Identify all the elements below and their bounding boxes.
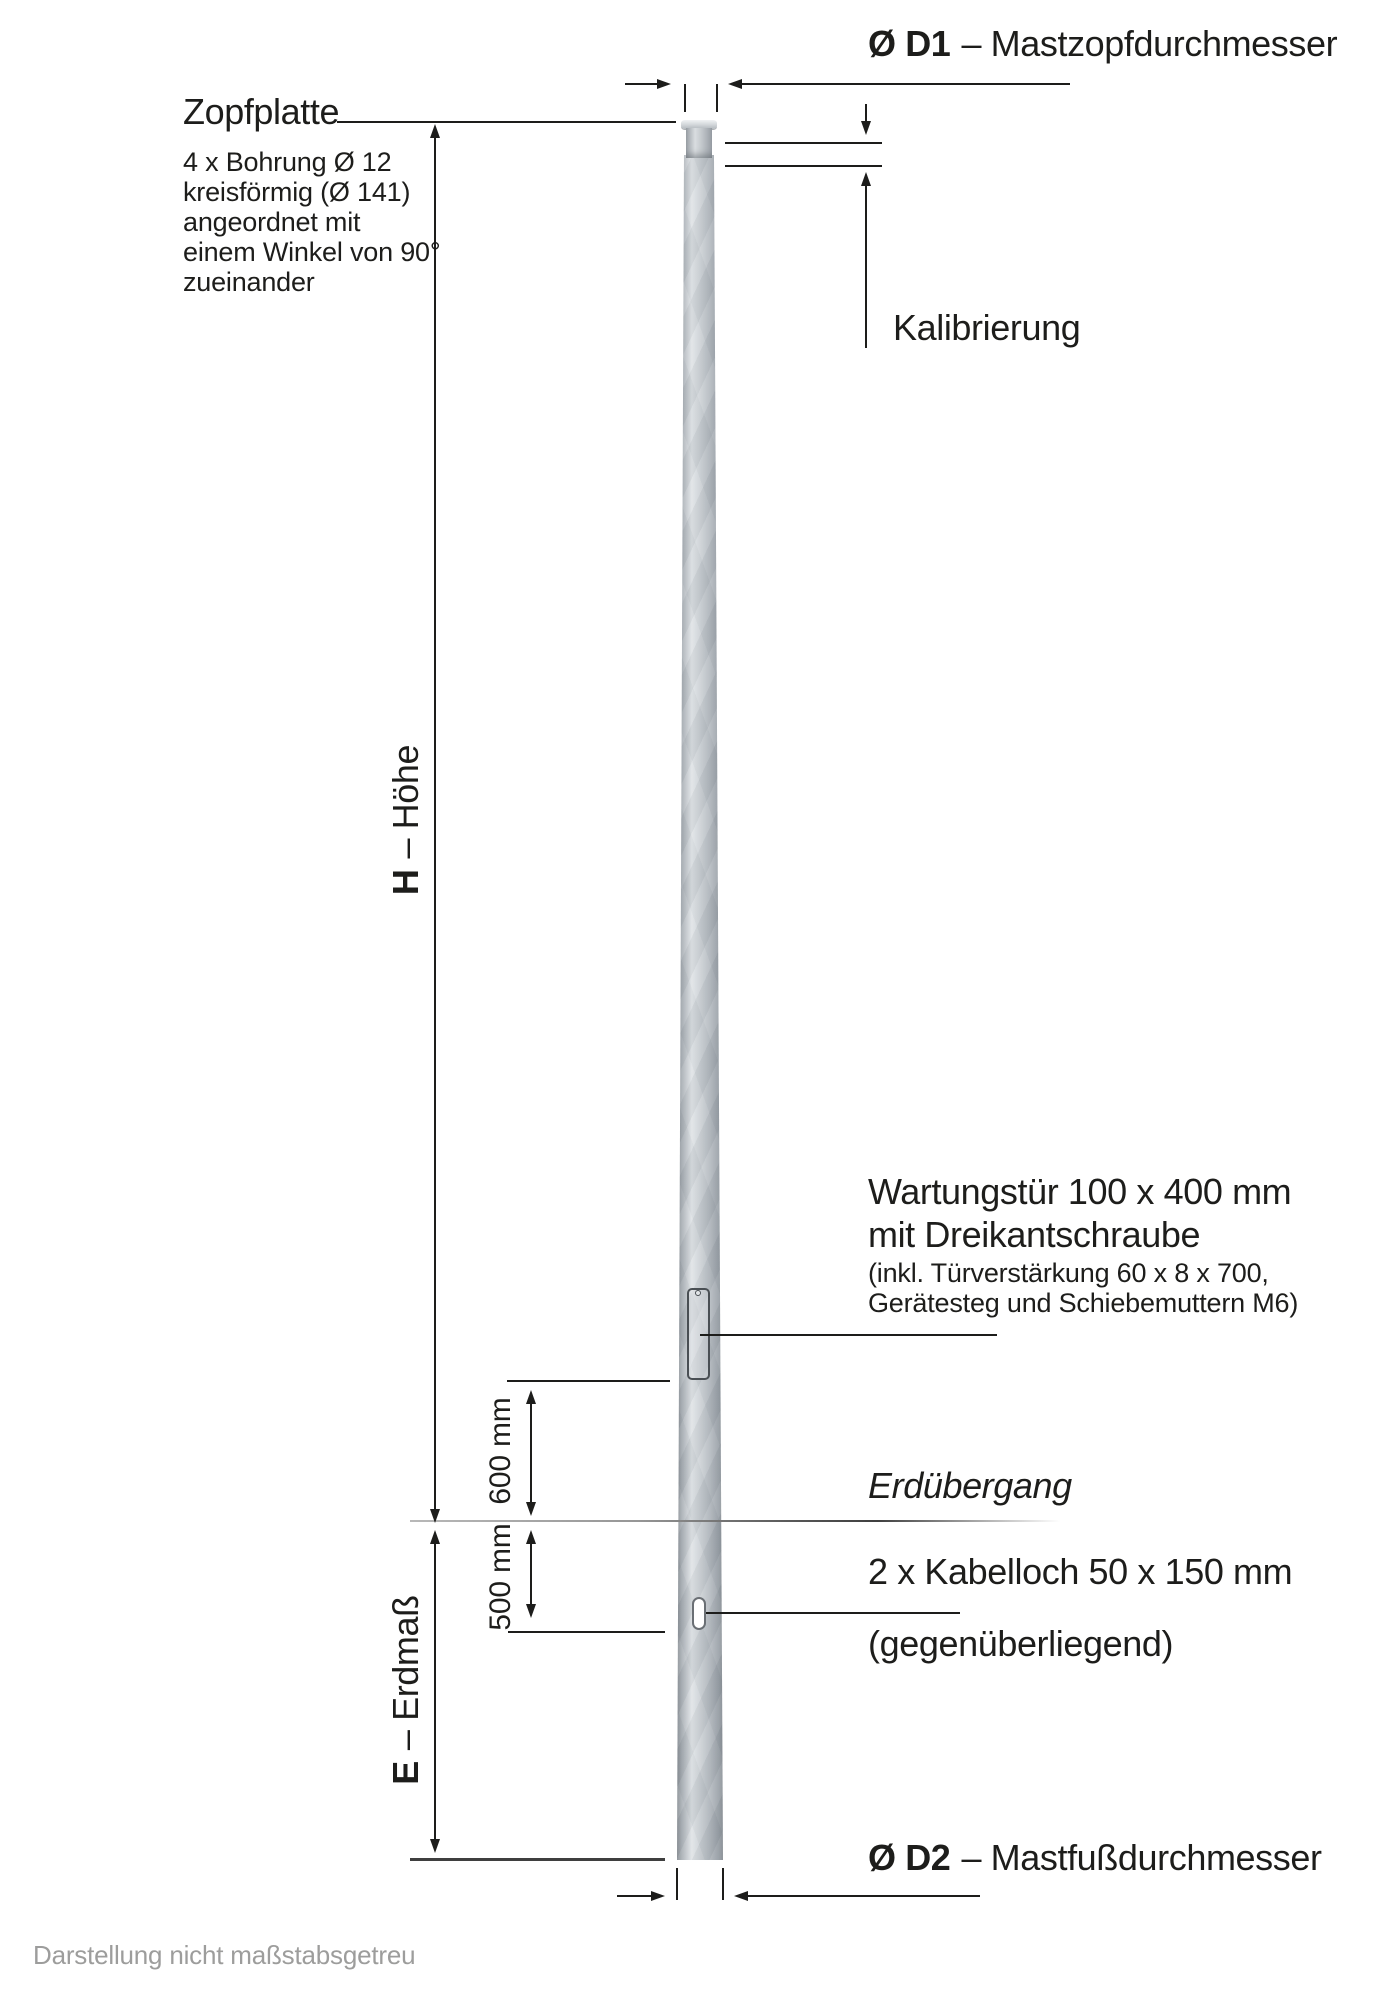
triangular-screw [695, 1290, 701, 1296]
zopfplatte-note-line: 4 x Bohrung Ø 12 [183, 147, 392, 177]
d1-arrowhead-right-icon [657, 79, 671, 89]
door-title-line-1: Wartungstür 100 x 400 mm [868, 1171, 1292, 1212]
dim500-extension-line [508, 1631, 665, 1633]
cable-hole-sublabel: (gegenüberliegend) [868, 1623, 1174, 1664]
door-note [868, 1258, 1298, 1318]
zopfplatte-leader-line [337, 121, 676, 123]
door-leader-line [700, 1334, 997, 1336]
h-arrowhead-down-icon [430, 1509, 440, 1523]
d1-tick-right [716, 84, 718, 112]
h-code: H [385, 869, 426, 896]
e-dimension-label [386, 1590, 426, 1790]
dim600-extension-line [507, 1380, 670, 1382]
zopfplatte-note-line: angeordnet mit [183, 207, 361, 237]
door-title-line-2: mit Dreikantschraube [868, 1214, 1201, 1255]
d2-code: Ø D2 [868, 1837, 951, 1878]
d1-diameter-label [868, 24, 1337, 64]
d2-tick-left [676, 1868, 678, 1900]
h-dimension-line [434, 137, 436, 1510]
dim500-line [530, 1543, 532, 1605]
kalibrierung-arrowhead-down-icon [861, 121, 871, 135]
cable-hole-label: 2 x Kabelloch 50 x 150 mm [868, 1551, 1293, 1592]
door-title [868, 1170, 1291, 1256]
dim500-arrowhead-down-icon [526, 1604, 536, 1618]
e-code: E [385, 1761, 426, 1785]
ground-transition-label: Erdübergang [868, 1465, 1072, 1506]
mast-calibration-neck [686, 128, 712, 158]
dim500-label: 500 mm [484, 1523, 517, 1631]
d2-diameter-label [868, 1838, 1322, 1878]
d1-arrow-left-shaft [742, 83, 1070, 85]
zopfplatte-note-line: einem Winkel von 90° [183, 237, 441, 267]
h-dimension-label [386, 720, 426, 920]
e-arrowhead-down-icon [430, 1839, 440, 1853]
d2-tick-right [722, 1868, 724, 1900]
e-arrowhead-up-icon [430, 1530, 440, 1544]
d2-arrow-right-shaft [617, 1895, 652, 1897]
d2-arrow-left-shaft [748, 1895, 980, 1897]
dim500-arrowhead-up-icon [526, 1530, 536, 1544]
door-note-line-1: (inkl. Türverstärkung 60 x 8 x 700, [868, 1258, 1269, 1288]
dim600-arrowhead-up-icon [526, 1390, 536, 1404]
kalibrierung-line-lower [725, 165, 882, 167]
dim600-arrowhead-down-icon [526, 1502, 536, 1516]
kalibrierung-label: Kalibrierung [893, 307, 1081, 348]
zopfplatte-note [183, 147, 440, 297]
footer-note: Darstellung nicht maßstabsgetreu [33, 1940, 416, 1970]
d1-tick-left [684, 84, 686, 112]
d2-text: – Mastfußdurchmesser [961, 1837, 1322, 1878]
h-arrowhead-up-icon [430, 124, 440, 138]
d1-code: Ø D1 [868, 23, 951, 64]
cable-hole [692, 1597, 706, 1630]
d2-arrowhead-left-icon [734, 1891, 748, 1901]
cable-hole-leader-line [706, 1612, 960, 1614]
d1-arrowhead-left-icon [728, 79, 742, 89]
kalibrierung-lower-arrow-shaft [865, 185, 867, 348]
dim600-line [530, 1403, 532, 1503]
zopfplatte-label: Zopfplatte [183, 91, 340, 132]
d1-arrow-right-shaft [625, 83, 659, 85]
e-text: – Erdmaß [385, 1595, 426, 1751]
kalibrierung-line-upper [725, 142, 882, 144]
d2-arrowhead-right-icon [651, 1891, 665, 1901]
d1-text: – Mastzopfdurchmesser [961, 23, 1338, 64]
foot-extension-line [410, 1858, 665, 1861]
e-dimension-line [434, 1543, 436, 1840]
zopfplatte-note-line: kreisförmig (Ø 141) [183, 177, 411, 207]
zopfplatte-note-line: zueinander [183, 267, 315, 297]
kalibrierung-arrowhead-up-icon [861, 172, 871, 186]
dim600-label: 600 mm [484, 1397, 517, 1505]
kalibrierung-upper-arrow-shaft [865, 104, 867, 122]
door-note-line-2: Gerätesteg und Schiebemuttern M6) [868, 1288, 1299, 1318]
h-text: – Höhe [385, 744, 426, 859]
